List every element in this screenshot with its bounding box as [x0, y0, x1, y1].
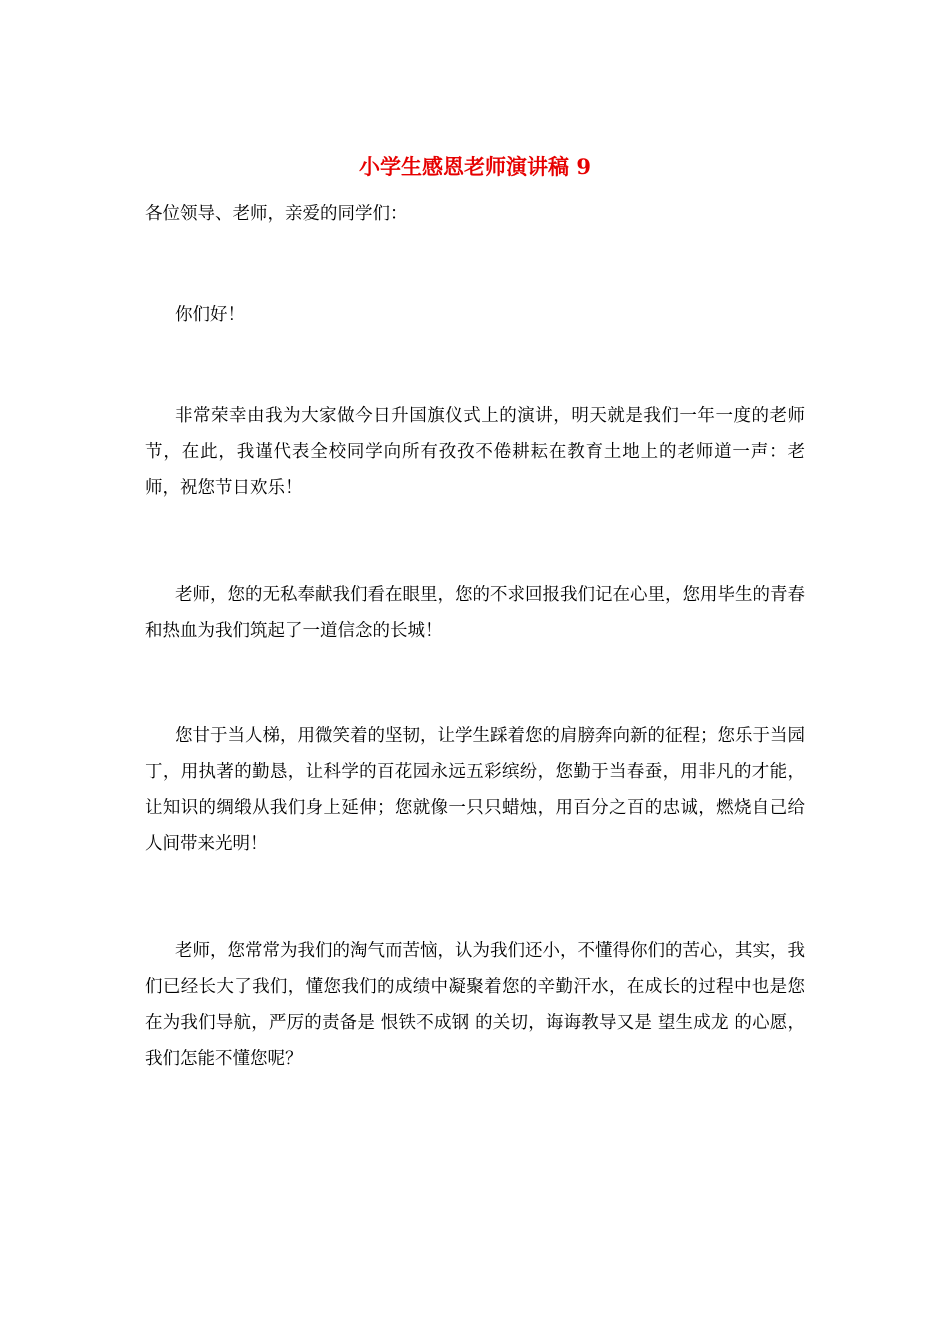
paragraph-greeting: 你们好！ [175, 305, 245, 325]
paragraph-intro: 非常荣幸由我为大家做今日升国旗仪式上的演讲，明天就是我们一年一度的老师节，在此，我谨代表全校同学向所有孜孜不倦耕耘在教育土地上的老师道一声：老师，祝您节日欢乐！ [145, 406, 805, 498]
paragraph-understanding: 老师，您常常为我们的淘气而苦恼，认为我们还小，不懂得你们的苦心，其实，我们已经长大了我们，懂您我们的成绩中凝聚着您的辛勤汗水，在成长的过程中也是您在为我们导航，严厉的责备是 恨铁不成钢 的关切，诲诲教导又是 望生成龙 的心愿，我们怎能不懂您呢？ [145, 941, 805, 1069]
document-title: 小学生感恩老师演讲稿 9 [359, 154, 591, 179]
salutation: 各位领导、老师，亲爱的同学们： [145, 204, 408, 224]
paragraph-metaphors: 您甘于当人梯，用微笑着的坚韧，让学生踩着您的肩膀奔向新的征程；您乐于当园丁，用执著的勤恳，让科学的百花园永远五彩缤纷，您勤于当春蚕，用非凡的才能，让知识的绸缎从我们身上延伸；您就像一只只蜡烛，用百分之百的忠诚，燃烧自己给人间带来光明！ [145, 726, 805, 854]
paragraph-dedication: 老师，您的无私奉献我们看在眼里，您的不求回报我们记在心里，您用毕生的青春和热血为我们筑起了一道信念的长城！ [145, 585, 805, 641]
